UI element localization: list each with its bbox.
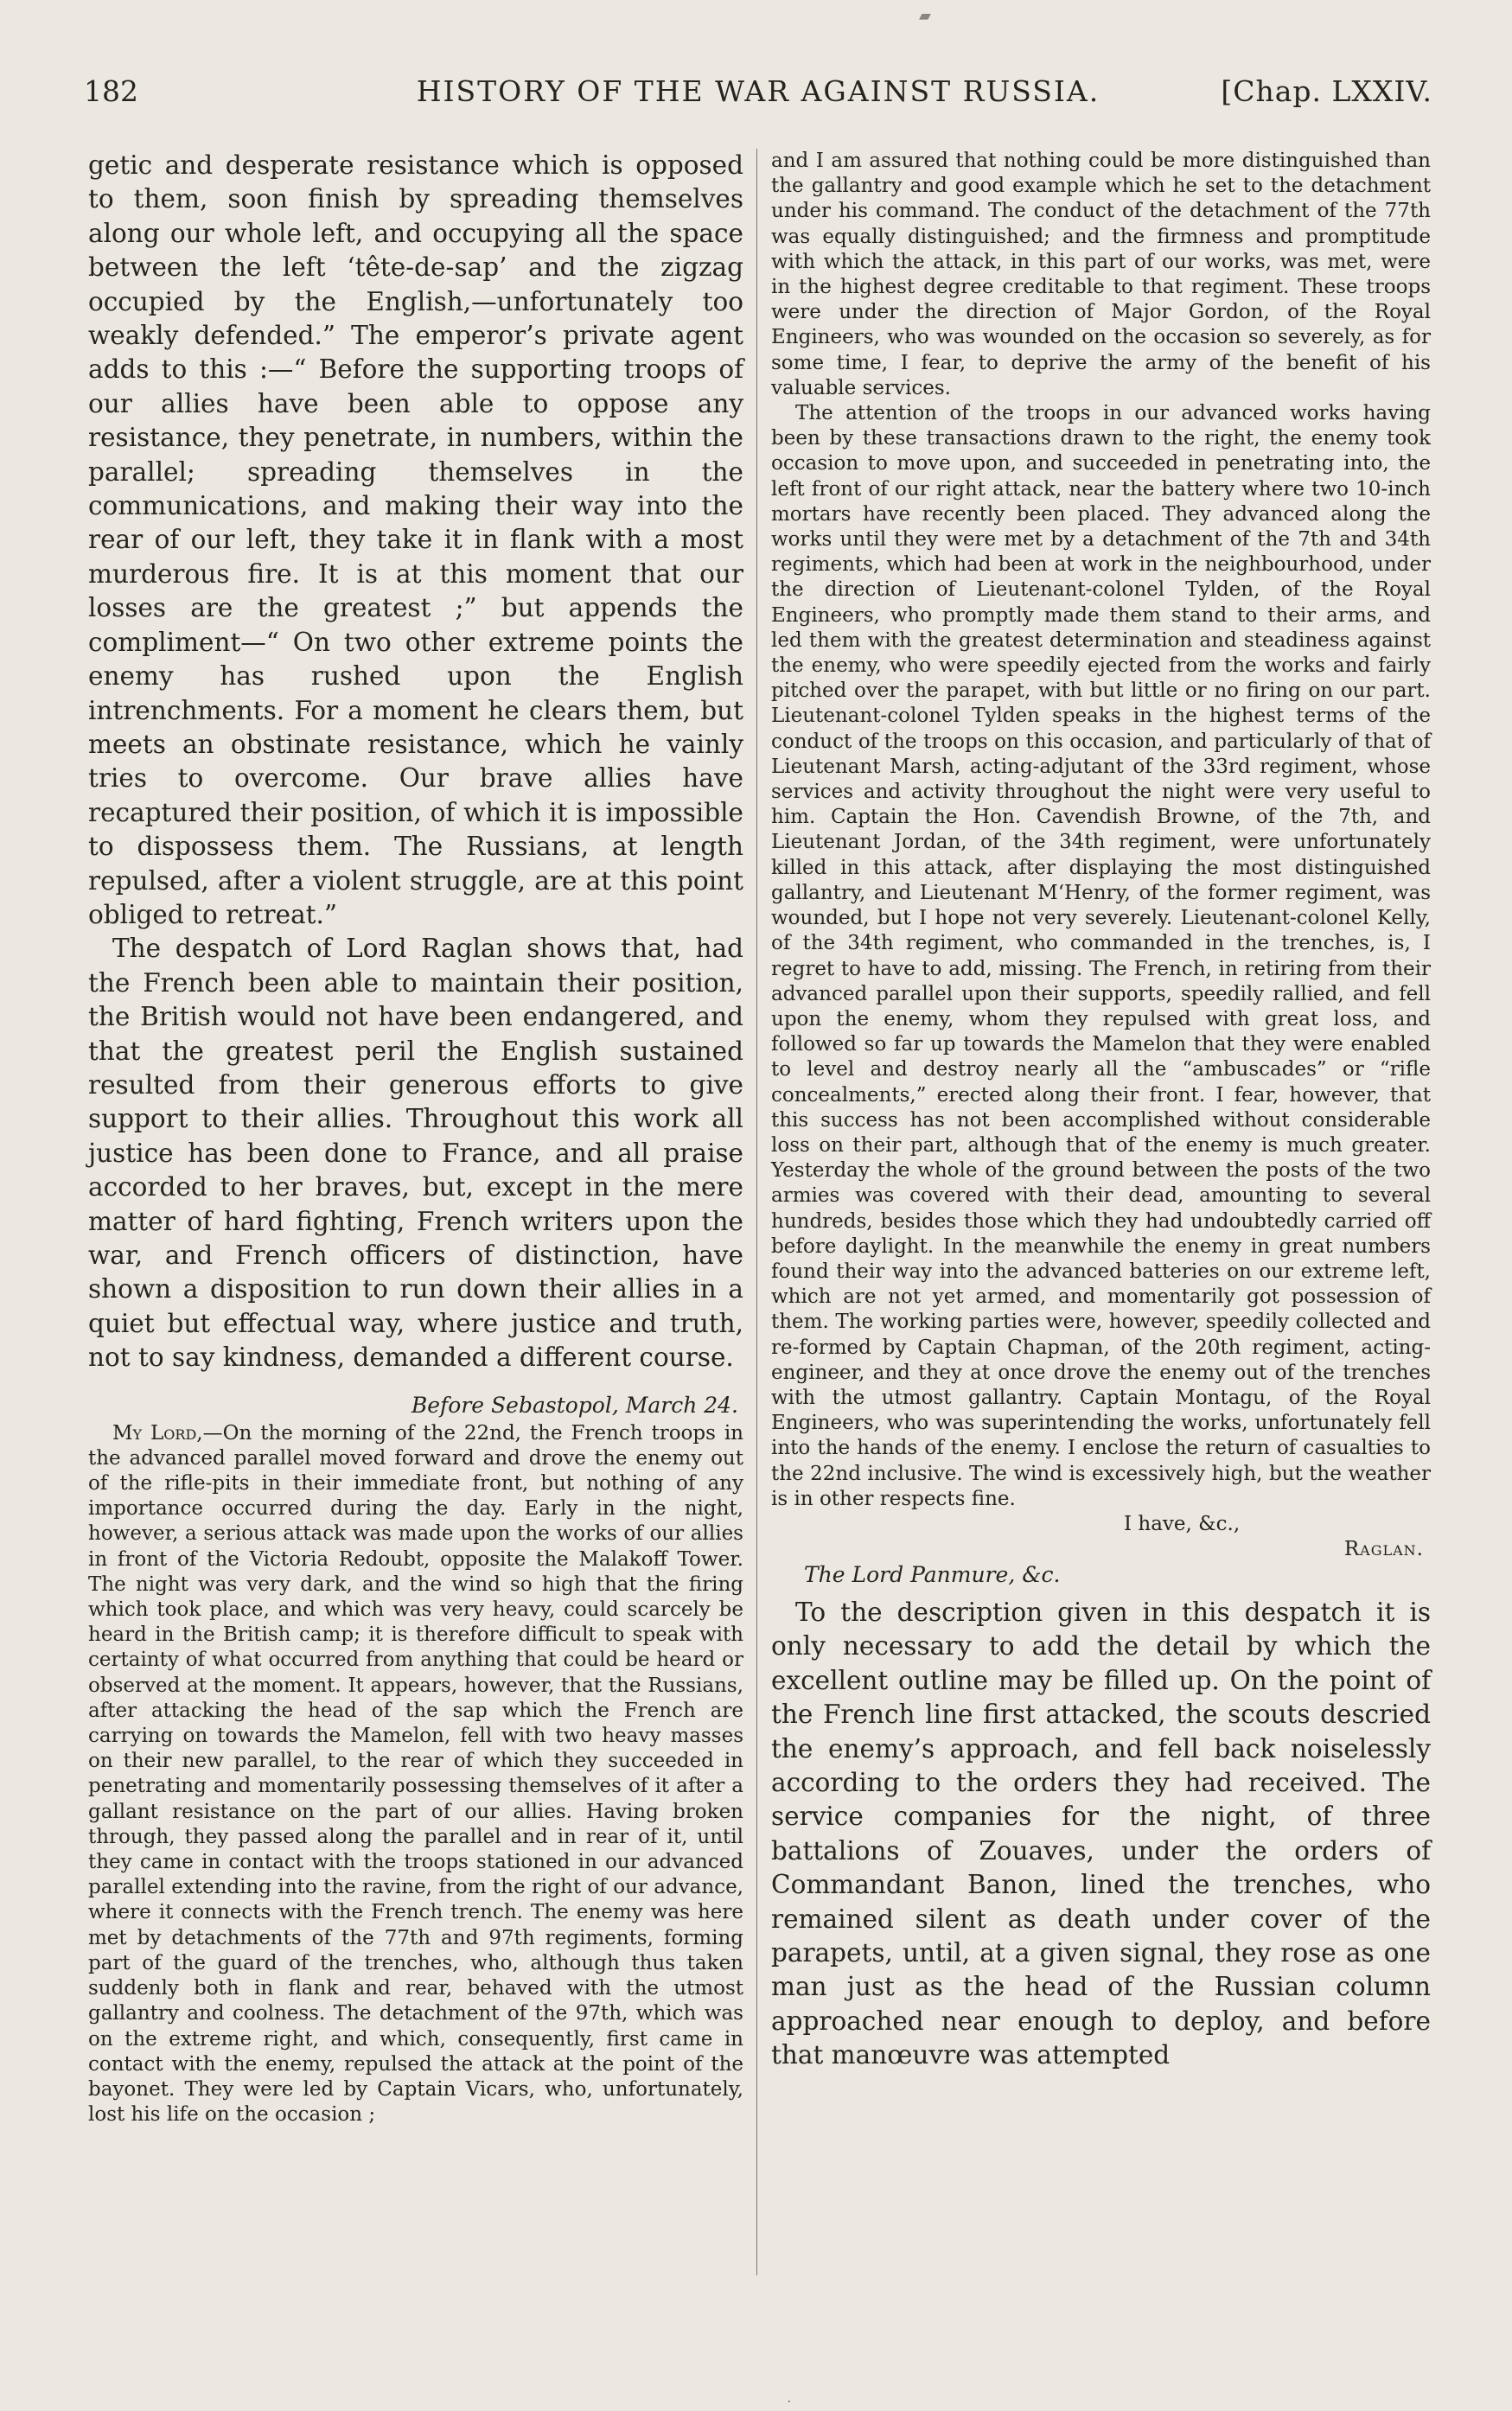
- bottom-speck: ·: [787, 2393, 792, 2411]
- running-header: [84, 74, 1432, 119]
- right-column: [771, 149, 1431, 2073]
- despatch-signoff: [771, 1512, 1431, 1587]
- despatch-closing: I have, &c.,: [1124, 1512, 1241, 1535]
- despatch-addressee: The Lord Panmure, &c.: [804, 1561, 1061, 1587]
- despatch-text-right: and I am assured that nothing could be more distinguished than the gallantry and good example which he set to the detachment under his command. The conduct of the detachment of the 77th was equally distinguished; and the firmness and promptitude with which the attack, in this part of our works, was met, were in the highest degree creditable to that regiment. These troops were under the direction of Major Gordon, of the Royal Engineers, who was wounded on the occasion so severely, as for some time, I fear, to deprive the army of the benefit of his valuable services.: [771, 150, 1431, 399]
- right-paragraph-3: To the description given in this despatch it is only necessary to add the detail by which the excellent outline may be filled up. On the point of the French line first attacked, the scouts descried the enemy’s approach, and fell back noiselessly according to the orders they had received. The service companies for the night, of three battalions of Zouaves, under the orders of Commandant Banon, lined the trenches, who remained silent as death under cover of the parapets, until, at a given signal, they rose as one man just as the head of the Russian column approached near enough to deploy, and before that manœuvre was attempted: [771, 1597, 1431, 2070]
- running-title: HISTORY OF THE WAR AGAINST RUSSIA.: [416, 74, 1101, 108]
- despatch-dateline: Before Sebastopol, March 24.: [411, 1392, 738, 1418]
- left-paragraph-1: getic and desperate resistance which is opposed to them, soon finish by spreading themselves along our whole left, and occupying all the space between the left ‘tête-de-sap’ and the zigzag occupied by the English,—unfortunately too weakly defended.” The emperor’s private agent adds to this :—“ Before the supporting troops of our allies have been able to oppose any resistance, they penetrate, in numbers, within the parallel; spreading themselves in the communications, and making their way into the rear of our left, they take it in flank with a most murderous fire. It is at this moment that our losses are the greatest ;” but appends the compliment—“ On two other extreme points the enemy has rushed upon the English intrenchments. For a moment he clears them, but meets an obstinate resistance, which he vainly tries to overcome. Our brave allies have recaptured their position, of which it is impossible to dispossess them. The Russians, at length repulsed, after a violent struggle, are at this point obliged to retreat.”: [88, 150, 743, 929]
- column-divider: [756, 149, 757, 2275]
- page-number: 182: [84, 74, 138, 108]
- despatch-signature: Raglan.: [1343, 1537, 1424, 1560]
- despatch-salutation: My Lord,: [112, 1421, 203, 1445]
- printers-mark: ▰: [919, 7, 931, 25]
- left-column: [88, 149, 743, 2127]
- left-paragraph-2: The despatch of Lord Raglan shows that, had the French been able to maintain their position, the British would not have been endangered, and that the greatest peril the English sustained resulted from their generous efforts to give support to their allies. Throughout this work all justice has been done to France, and all praise accorded to her braves, but, except in the mere matter of hard fighting, French writers upon the war, and French officers of distinction, have shown a disposition to run down their allies in a quiet but effectual way, where justice and truth, not to say kindness, demanded a different course.: [88, 934, 743, 1373]
- despatch-paragraph-2: The attention of the troops in our advanced works having been by these transactions drawn to the right, the enemy took occasion to move upon, and succeeded in penetrating into, the left front of our right attack, near the battery where two 10-inch mortars have recently been placed. They advanced along the works until they were met by a detachment of the 7th and 34th regiments, which had been at work in the neighbourhood, under the direction of Lieutenant-colonel Tylden, of the Royal Engineers, who promptly made them stand to their arms, and led them with the greatest determination and steadiness against the enemy, who were speedily ejected from the works and fairly pitched over the parapet, with but little or no firing on our part. Lieutenant-colonel Tylden speaks in the highest terms of the conduct of the troops on this occasion, and particularly of that of Lieutenant Marsh, acting-adjutant of the 33rd regiment, whose services and activity throughout the night were very useful to him. Captain the Hon. Cavendish Browne, of the 7th, and Lieutenant Jordan, of the 34th regiment, were unfortunately killed in this attack, after displaying the most distinguished gallantry, and Lieutenant M‘Henry, of the former regiment, was wounded, but I hope not very severely. Lieutenant-colonel Kelly, of the 34th regiment, who commanded in the trenches, is, I regret to have to add, missing. The French, in retiring from their advanced parallel upon their supports, speedily rallied, and fell upon the enemy, whom they repulsed with great loss, and followed so far up towards the Mamelon that they were enabled to level and destroy nearly all the “ambuscades” or “rifle concealments,” erected along their front. I fear, however, that this success has not been accomplished without considerable loss on their part, although that of the enemy is much greater. Yesterday the whole of the ground between the posts of the two armies was covered with their dead, amounting to several hundreds, besides those which they had undoubtedly carried off before daylight. In the meanwhile the enemy in great numbers found their way into the advanced batteries on our extreme left, which are not yet armed, and momentarily got possession of them. The working parties were, however, speedily collected and re-formed by Captain Chapman, of the 20th regiment, acting-engineer, and they at once drove the enemy out of the trenches with the utmost gallantry. Captain Montagu, of the Royal Engineers, who was superintending the works, unfortunately fell into the hands of the enemy. I enclose the return of casualties to the 22nd inclusive. The wind is excessively high, but the weather is in other respects fine.: [771, 402, 1431, 1510]
- despatch-text-left: —On the morning of the 22nd, the French troops in the advanced parallel moved forward and drove the enemy out of the rifle-pits in their immediate front, but nothing of any importance occurred during the day. Early in the night, however, a serious attack was made upon the works of our allies in front of the Victoria Redoubt, opposite the Malakoff Tower. The night was very dark, and the wind so high that the firing which took place, and which was very heavy, could scarcely be heard in the British camp; it is therefore difficult to speak with certainty of what occurred from anything that could be heard or observed at the moment. It appears, however, that the Russians, after attacking the head of the sap which the French are carrying on towards the Mamelon, fell with two heavy masses on their new parallel, to the rear of which they succeeded in penetrating and momentarily possessing themselves of it after a gallant resistance on the part of our allies. Having broken through, they passed along the parallel and in rear of it, until they came in contact with the troops stationed in our advanced parallel extending into the ravine, from the right of our advance, where it connects with the French trench. The enemy was here met by detachments of the 77th and 97th regiments, forming part of the guard of the trenches, who, although thus taken suddenly both in flank and rear, behaved with the utmost gallantry and coolness. The detachment of the 97th, which was on the extreme right, and which, consequently, first came in contact with the enemy, repulsed the attack at the point of the bayonet. They were led by Captain Vicars, who, unfortunately, lost his life on the occasion ;: [88, 1421, 743, 2127]
- chapter-label: [Chap. LXXIV.: [1221, 74, 1432, 108]
- despatch-opening: [88, 1421, 743, 2128]
